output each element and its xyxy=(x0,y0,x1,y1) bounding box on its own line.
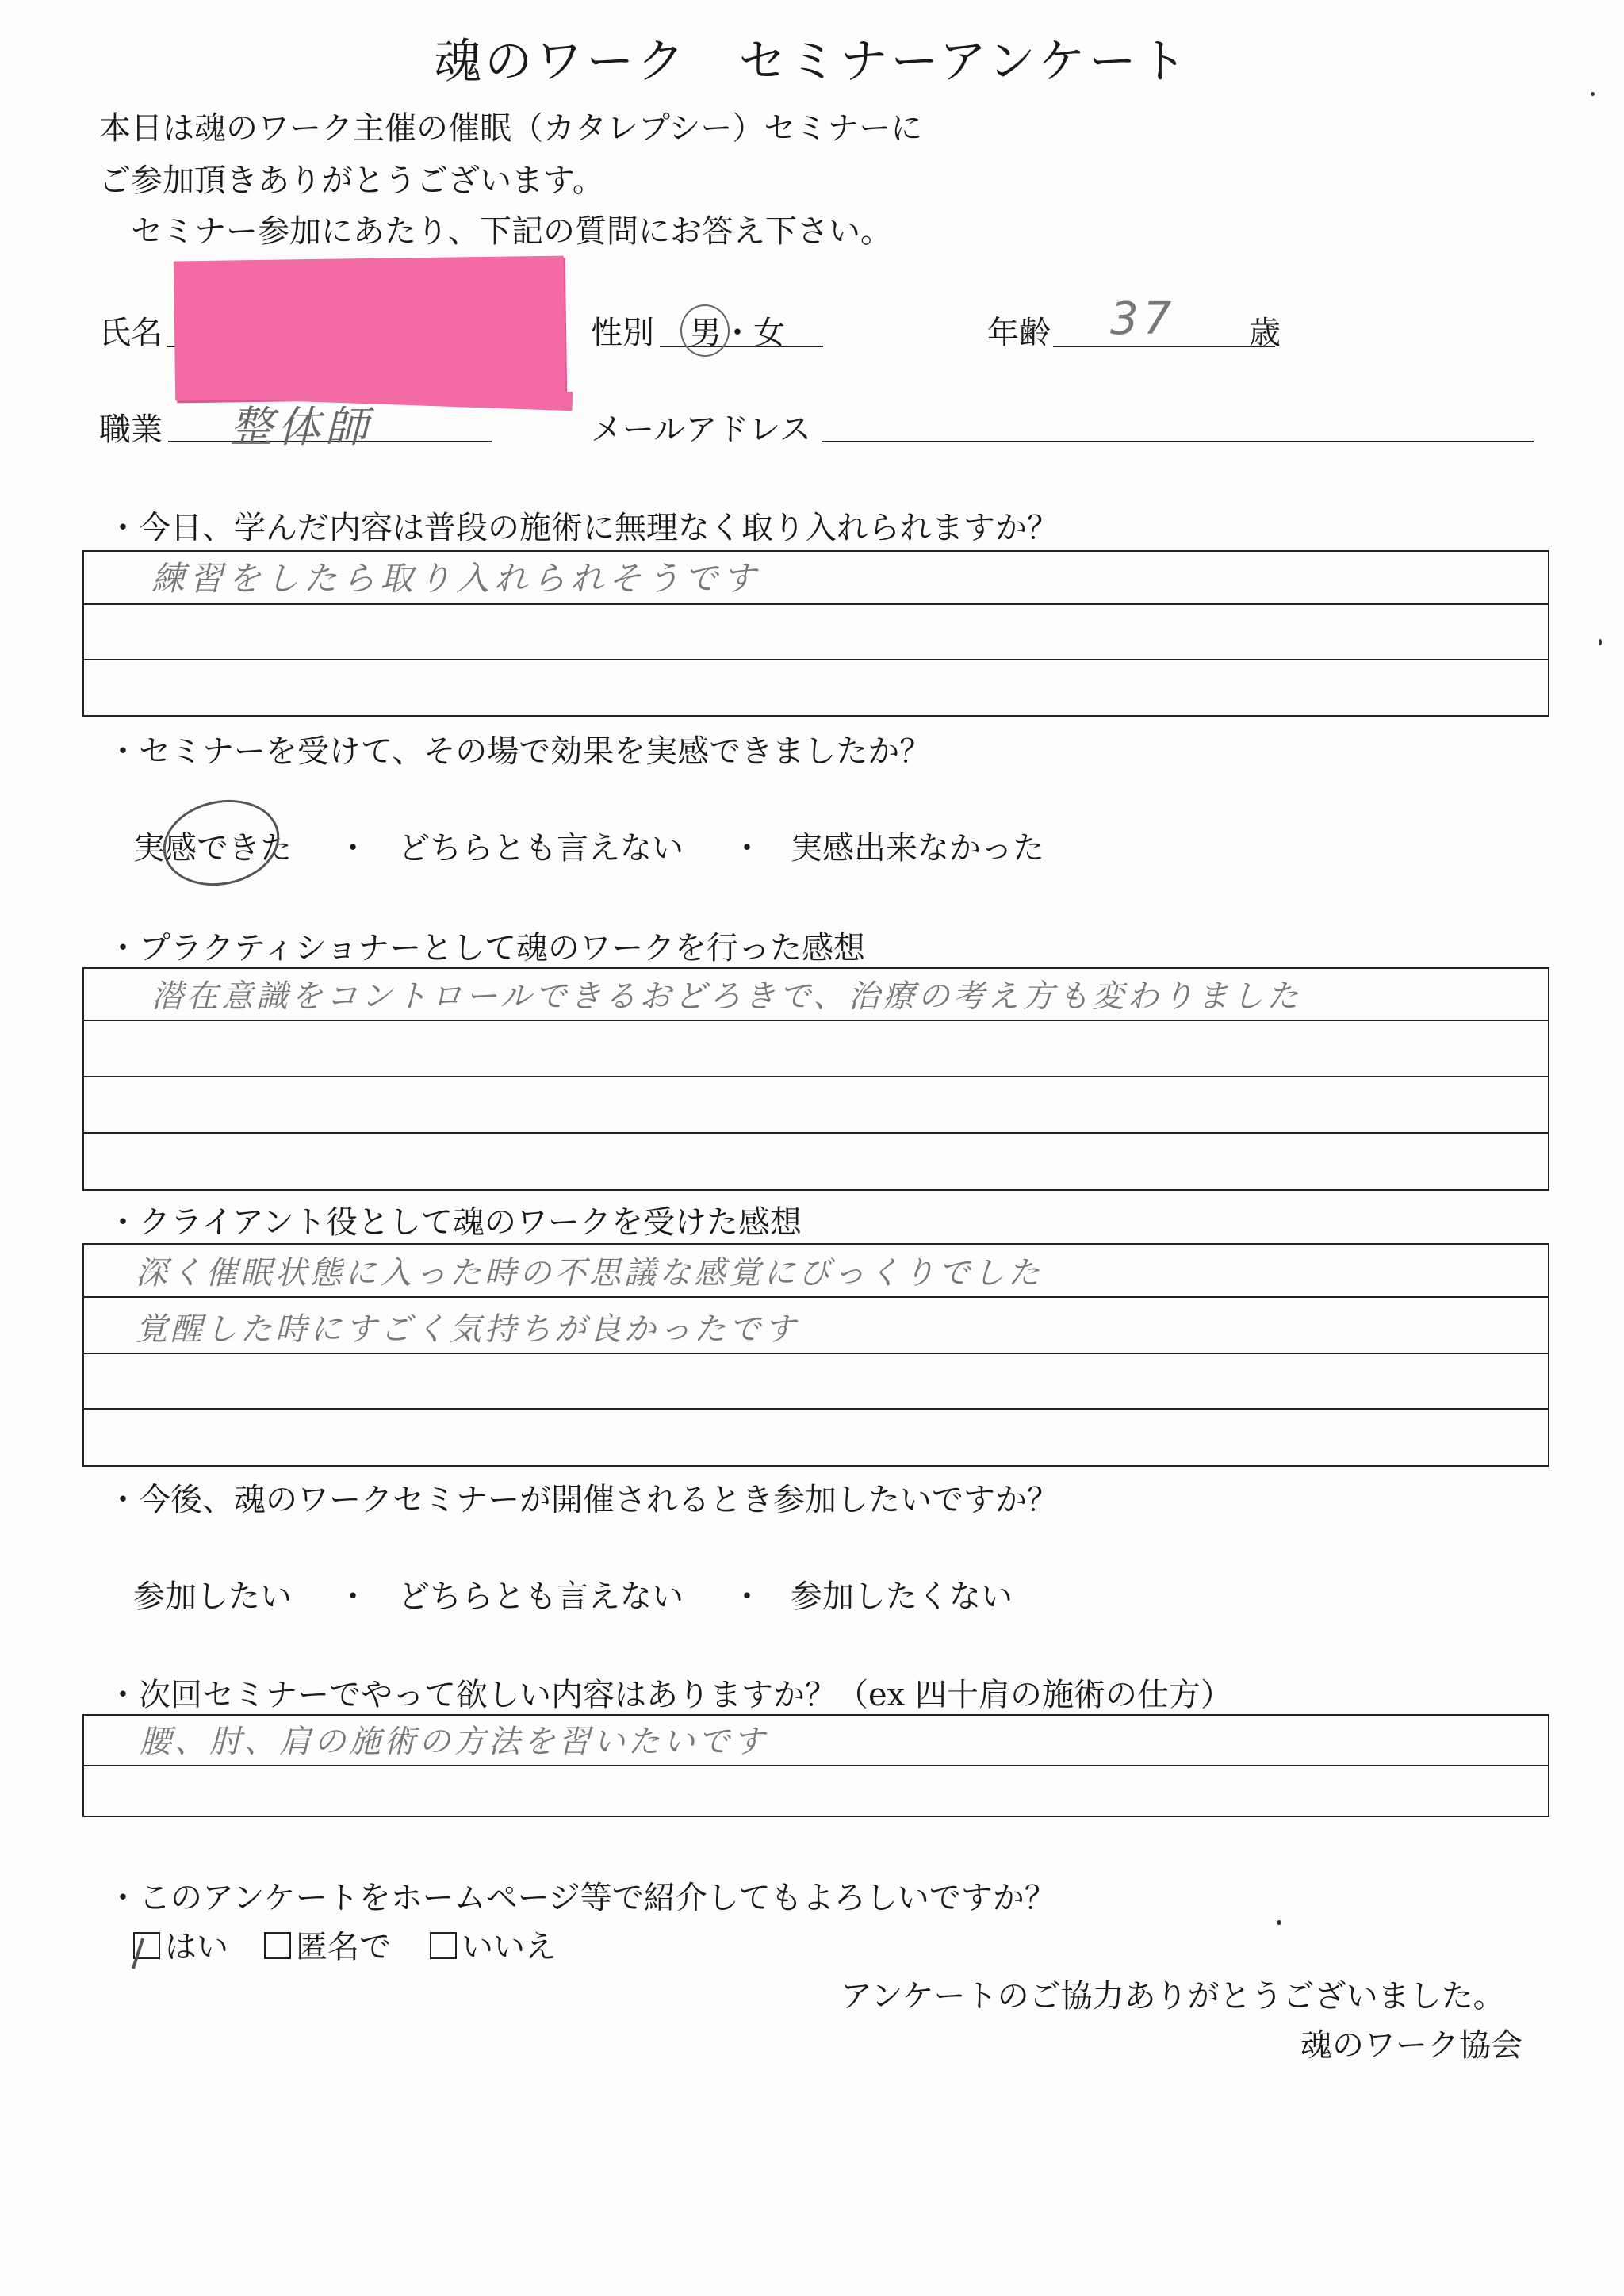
checkbox[interactable] xyxy=(430,1932,457,1959)
q5-option-neither[interactable]: どちらとも言えない xyxy=(398,1578,684,1615)
age-label: 年齢 xyxy=(987,315,1051,351)
answer-line xyxy=(84,1716,1548,1766)
answer-line xyxy=(84,969,1548,1021)
redaction-sticker xyxy=(174,256,565,401)
page-title: 魂のワーク セミナーアンケート xyxy=(434,34,1190,90)
q7-option-yes-label: はい xyxy=(165,1929,228,1965)
answer-line xyxy=(84,605,1548,660)
age-value: 37 xyxy=(1110,293,1177,345)
answer-box-3[interactable] xyxy=(82,967,1549,1191)
gender-selection-mark xyxy=(680,304,730,357)
job-value: 整体師 xyxy=(230,402,373,452)
intro-line-1: 本日は魂のワーク主催の催眠（カタレプシー）セミナーに xyxy=(99,110,923,147)
q2-option-neither[interactable]: どちらとも言えない xyxy=(398,830,684,867)
answer-line xyxy=(84,1077,1548,1134)
answer-4-line-1: 深く催眠状態に入った時の不思議な感覚にびっくりでした xyxy=(136,1255,1043,1292)
answer-line xyxy=(84,1766,1548,1816)
question-6: ・次回セミナーでやって欲しい内容はありますか？（ex 四十肩の施術の仕方） xyxy=(107,1677,1232,1713)
gender-options: 男・女 xyxy=(690,315,785,351)
q5-separator: ・ xyxy=(731,1578,763,1615)
scan-speck xyxy=(1277,1920,1281,1925)
q2-separator: ・ xyxy=(337,830,369,867)
q5-separator: ・ xyxy=(337,1578,369,1615)
answer-line xyxy=(84,552,1548,605)
q7-option-anonymous[interactable] xyxy=(264,1922,391,1967)
answer-line xyxy=(84,1298,1548,1354)
email-field[interactable] xyxy=(822,395,1534,442)
checkbox[interactable] xyxy=(264,1932,291,1959)
answer-box-6[interactable] xyxy=(82,1714,1549,1817)
answer-3-text: 潜在意識をコントロールできるおどろきで、治療の考え方も変わりました xyxy=(151,978,1302,1015)
closing-text: アンケートのご協力ありがとうございました。 xyxy=(841,1978,1505,2015)
q7-option-anonymous-label: 匿名で xyxy=(296,1929,391,1965)
question-4: ・クライアント役として魂のワークを受けた感想 xyxy=(107,1204,802,1241)
intro-line-3: セミナー参加にあたり、下記の質問にお答え下さい。 xyxy=(99,213,892,250)
email-label: メールアドレス xyxy=(591,411,811,448)
age-unit: 歳 xyxy=(1249,315,1281,351)
q2-option-realized[interactable]: 実感できた xyxy=(133,830,292,867)
q5-option-dont-want[interactable]: 参加したくない xyxy=(791,1578,1013,1615)
q2-option-not-realized[interactable]: 実感出来なかった xyxy=(791,830,1044,867)
answer-box-1[interactable] xyxy=(82,550,1549,717)
q2-separator: ・ xyxy=(731,830,763,867)
scan-speck xyxy=(1591,92,1595,96)
question-2: ・セミナーを受けて、その場で効果を実感できましたか？ xyxy=(107,733,932,770)
answer-6-text: 腰、肘、肩の施術の方法を習いたいです xyxy=(140,1724,768,1760)
question-3: ・プラクティショナーとして魂のワークを行った感想 xyxy=(107,930,865,966)
answer-line xyxy=(84,1410,1548,1465)
job-label: 職業 xyxy=(99,411,163,448)
answer-line xyxy=(84,1354,1548,1410)
q7-option-no[interactable] xyxy=(430,1922,557,1967)
q2-answer-circle xyxy=(155,790,288,896)
answer-1-text: 練習をしたら取り入れられそうです xyxy=(151,559,761,598)
organization-name: 魂のワーク協会 xyxy=(1300,2027,1522,2064)
answer-line xyxy=(84,1245,1548,1298)
answer-4-line-2: 覚醒した時にすごく気持ちが良かったです xyxy=(136,1311,799,1348)
scan-speck xyxy=(1599,639,1602,645)
answer-line xyxy=(84,1134,1548,1189)
name-label: 氏名 xyxy=(99,315,163,351)
q5-option-want[interactable]: 参加したい xyxy=(133,1578,292,1615)
gender-label: 性別 xyxy=(591,315,654,351)
question-1: ・今日、学んだ内容は普段の施術に無理なく取り入れられますか？ xyxy=(107,510,1059,546)
question-5: ・今後、魂のワークセミナーが開催されるとき参加したいですか？ xyxy=(107,1482,1059,1518)
q7-option-yes[interactable] xyxy=(133,1922,228,1967)
q7-option-no-label: いいえ xyxy=(462,1929,557,1965)
answer-box-4[interactable] xyxy=(82,1243,1549,1467)
intro-line-2: ご参加頂きありがとうございます。 xyxy=(99,163,604,199)
answer-line xyxy=(84,660,1548,715)
answer-line xyxy=(84,1021,1548,1077)
question-7: ・このアンケートをホームページ等で紹介してもよろしいですか？ xyxy=(107,1880,1056,1916)
